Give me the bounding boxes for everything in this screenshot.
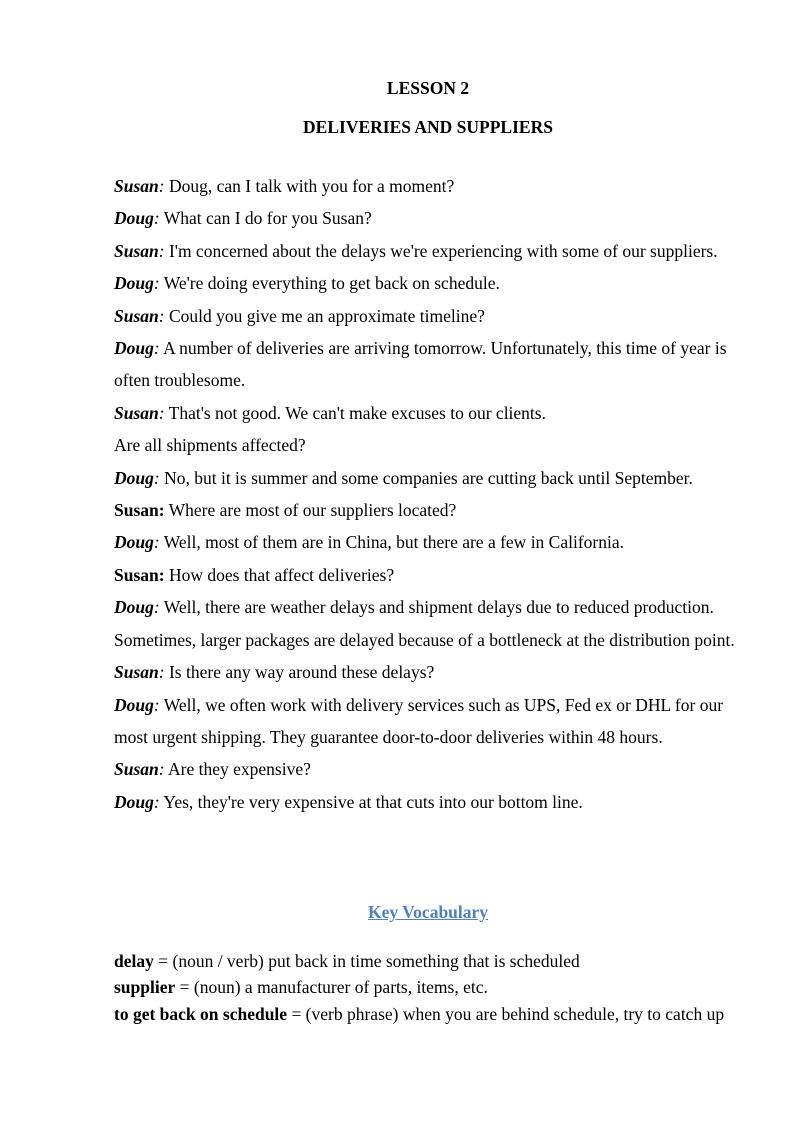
dialogue-text: A number of deliveries are arriving tomorrow. Unfortunately, this time of year is often troublesome. [114, 338, 727, 391]
dialogue-line [114, 332, 754, 397]
dialogue-line [114, 462, 754, 494]
vocabulary-definition: = (noun) a manufacturer of parts, items, etc. [175, 977, 488, 998]
speaker-name: Doug [114, 694, 154, 715]
dialogue-line [114, 526, 754, 558]
vocabulary-term: delay [114, 951, 154, 971]
speaker-colon: : [158, 240, 165, 261]
speaker-colon: : [153, 338, 160, 359]
dialogue-text: Is there any way around these delays? [164, 662, 435, 683]
speaker-colon: : [153, 694, 160, 715]
speaker-colon: : [158, 402, 165, 423]
dialogue-text: Yes, they're very expensive at that cuts into our bottom line. [159, 791, 583, 812]
speaker-name: Susan [114, 402, 159, 423]
speaker-name: Doug [114, 791, 154, 812]
dialogue-text: Well, there are weather delays and shipment delays due to reduced production. Sometimes, larger packages are delayed because of a bottleneck at the distribution point. [114, 597, 735, 650]
dialogue-line [114, 235, 754, 267]
dialogue-line [114, 300, 754, 332]
vocabulary-term: to get back on schedule [114, 1003, 288, 1024]
dialogue-line [114, 397, 754, 429]
dialogue-line [114, 559, 754, 591]
dialogue-line [114, 786, 754, 818]
speaker-name: Susan [114, 176, 159, 196]
speaker-colon: : [153, 532, 160, 553]
speaker-name: Doug [114, 532, 154, 553]
dialogue-text: No, but it is summer and some companies are cutting back until September. [159, 467, 693, 488]
speaker-name: Doug [114, 467, 154, 488]
speaker-name: Susan: [114, 564, 165, 585]
dialogue-text: How does that affect deliveries? [164, 564, 395, 585]
dialogue-line [114, 689, 754, 754]
dialogue-text: We're doing everything to get back on schedule. [159, 273, 500, 294]
dialogue-line [114, 591, 754, 656]
dialogue-text: What can I do for you Susan? [159, 208, 372, 229]
vocabulary-definition: = (verb phrase) when you are behind schedule, try to catch up [287, 1003, 725, 1024]
dialogue-text: Well, we often work with delivery services such as UPS, Fed ex or DHL for our most urgent shipping. They guarantee door-to-door deliveries within 48 hours. [114, 694, 724, 747]
speaker-colon: : [153, 597, 160, 618]
vocabulary-item [114, 974, 754, 1000]
speaker-colon: : [153, 208, 160, 229]
speaker-colon: : [158, 305, 165, 326]
dialogue-text: That's not good. We can't make excuses to our clients. [164, 402, 546, 423]
speaker-name: Susan [114, 305, 159, 326]
speaker-name: Doug [114, 208, 154, 229]
vocabulary-item [114, 1001, 754, 1027]
lesson-number: LESSON 2 [386, 78, 470, 98]
dialogue-text: Doug, can I talk with you for a moment? [164, 176, 455, 196]
speaker-colon: : [153, 467, 160, 488]
dialogue [114, 170, 754, 818]
dialogue-line [114, 170, 754, 202]
dialogue-text: Could you give me an approximate timeline? [164, 305, 485, 326]
speaker-name: Susan: [114, 500, 165, 521]
lesson-topic: DELIVERIES AND SUPPLIERS [303, 117, 553, 137]
speaker-colon: : [153, 273, 160, 294]
vocabulary-list [114, 948, 754, 1027]
speaker-colon: : [158, 662, 165, 683]
dialogue-line [114, 429, 754, 461]
speaker-name: Doug [114, 597, 154, 618]
speaker-colon: : [153, 791, 160, 812]
vocabulary-term: supplier [114, 977, 176, 998]
dialogue-text: Are they expensive? [164, 759, 311, 780]
dialogue-line [114, 267, 754, 299]
dialogue-line [114, 202, 754, 234]
speaker-colon: : [158, 759, 165, 780]
speaker-name: Susan [114, 759, 159, 780]
vocabulary-definition: = (noun / verb) put back in time something that is scheduled [153, 951, 580, 971]
dialogue-line [114, 494, 754, 526]
speaker-colon: : [158, 176, 165, 196]
dialogue-text: Are all shipments affected? [114, 435, 306, 456]
vocabulary-heading: Key Vocabulary [367, 902, 489, 922]
speaker-name: Doug [114, 338, 154, 359]
vocabulary-item [114, 948, 754, 974]
dialogue-text: I'm concerned about the delays we're experiencing with some of our suppliers. [164, 240, 718, 261]
dialogue-text: Where are most of our suppliers located? [164, 500, 457, 521]
dialogue-line [114, 656, 754, 688]
speaker-name: Susan [114, 662, 159, 683]
speaker-name: Doug [114, 273, 154, 294]
speaker-name: Susan [114, 240, 159, 261]
dialogue-text: Well, most of them are in China, but there are a few in California. [159, 532, 625, 553]
dialogue-line [114, 753, 754, 785]
